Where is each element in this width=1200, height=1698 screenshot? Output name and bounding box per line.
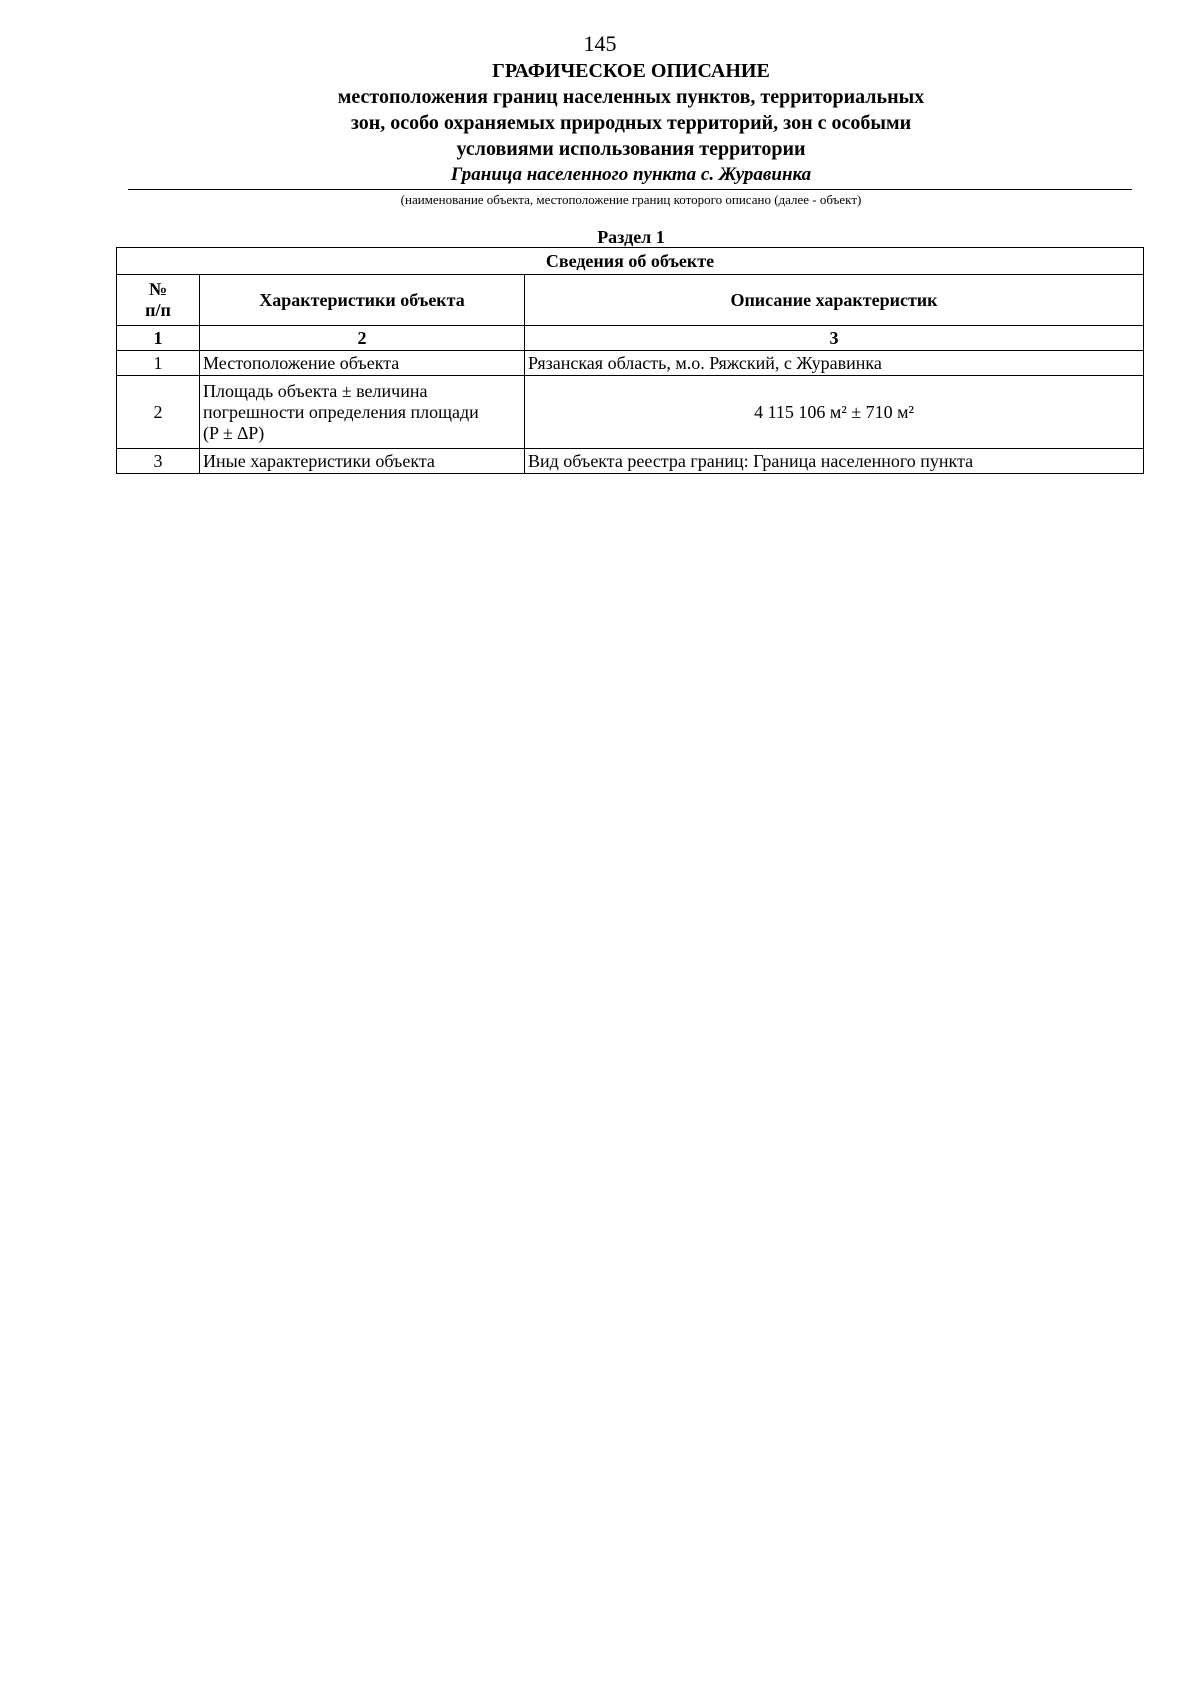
column-number: 1 xyxy=(117,326,200,351)
column-number: 3 xyxy=(525,326,1144,351)
row-characteristic-line: Площадь объекта ± величина xyxy=(203,380,428,401)
table-row xyxy=(117,449,1144,474)
row-characteristic xyxy=(200,376,525,449)
title-line-3: условиями использования территории xyxy=(456,138,806,160)
table-row xyxy=(117,351,1144,376)
object-name: Граница населенного пункта с. Журавинка xyxy=(450,164,812,185)
object-name-underline xyxy=(128,189,1132,190)
row-num: 3 xyxy=(117,449,200,474)
table-caption-row xyxy=(117,248,1144,275)
table-row xyxy=(117,376,1144,449)
row-characteristic: Иные характеристики объекта xyxy=(200,449,525,474)
row-description: 4 115 106 м² ± 710 м² xyxy=(525,376,1144,449)
row-characteristic: Местоположение объекта xyxy=(200,351,525,376)
header-description: Описание характеристик xyxy=(525,275,1144,326)
table-header-row xyxy=(117,275,1144,326)
column-number-row xyxy=(117,326,1144,351)
title-main: ГРАФИЧЕСКОЕ ОПИСАНИЕ xyxy=(492,60,770,82)
row-characteristic-line: (P ± ∆P) xyxy=(203,422,265,443)
row-num: 1 xyxy=(117,351,200,376)
header-num xyxy=(117,275,200,326)
row-description: Вид объекта реестра границ: Граница населенного пункта xyxy=(525,449,1144,474)
title-line-2: зон, особо охраняемых природных территорий, зон с особыми xyxy=(350,112,912,134)
document-title xyxy=(0,58,1200,188)
column-number: 2 xyxy=(200,326,525,351)
table-caption: Сведения об объекте xyxy=(117,248,1144,275)
header-num-line2: п/п xyxy=(145,300,171,320)
section-title: Раздел 1 xyxy=(597,227,665,247)
header-characteristics: Характеристики объекта xyxy=(200,275,525,326)
object-info-table xyxy=(116,247,1144,474)
page-number: 145 xyxy=(583,31,617,56)
title-line-1: местоположения границ населенных пунктов, территориальных xyxy=(337,86,925,108)
header-num-line1: № xyxy=(148,279,168,299)
row-num: 2 xyxy=(117,376,200,449)
row-description: Рязанская область, м.о. Ряжский, с Журавинка xyxy=(525,351,1144,376)
object-caption: (наименование объекта, местоположение границ которого описано (далее - объект) xyxy=(400,192,862,207)
row-characteristic-line: погрешности определения площади xyxy=(203,401,479,422)
